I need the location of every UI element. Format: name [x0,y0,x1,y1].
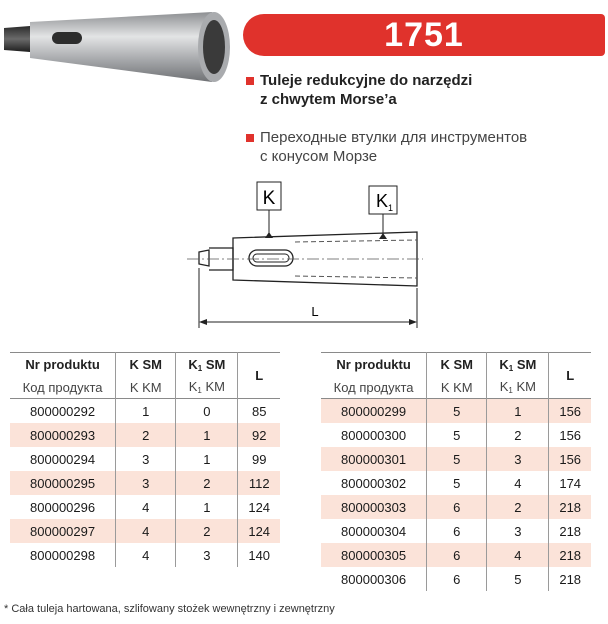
description-pl-line2: z chwytem Morse’a [260,91,397,108]
header-l: L [549,353,591,399]
cell-k: 5 [427,423,487,447]
label-l: L [311,304,319,319]
cell-k: 6 [427,543,487,567]
cell-k: 4 [116,519,176,543]
table-row [321,519,591,543]
cell-nr: 800000294 [30,451,96,467]
table-row [10,543,280,567]
cell-k1: 2 [176,471,238,495]
cell-nr: 800000300 [341,427,407,443]
header-k1: $K_1$ SM [487,353,549,377]
table-row [10,447,280,471]
cell-l: 140 [238,543,280,567]
cell-k: 6 [427,495,487,519]
header-k1: $K_1$ SM [176,353,238,377]
technical-drawing [185,176,425,332]
cell-l: 124 [238,495,280,519]
cell-k: 5 [427,471,487,495]
cell-nr: 800000295 [10,471,116,495]
cell-k1: 0 [176,399,238,424]
cell-l: 124 [238,519,280,543]
table-row [321,399,591,424]
cell-l: 218 [549,543,591,567]
cell-nr: 800000292 [30,403,96,419]
table-row [10,495,280,519]
label-k1: $K_1$ [376,191,394,213]
header-nr: Nr produktu [25,357,100,372]
cell-l: 218 [549,519,591,543]
cell-nr: 800000305 [321,543,427,567]
cell-nr: 800000293 [10,423,116,447]
cell-nr: 800000302 [341,475,407,491]
cell-k1: 1 [176,423,238,447]
cell-k: 2 [116,423,176,447]
cell-k1: 3 [487,519,549,543]
cell-k1: 2 [487,423,549,447]
cell-k1: 4 [487,543,549,567]
table-row [321,471,591,495]
table-row [321,567,591,591]
cell-l: 218 [549,567,591,591]
cell-nr: 800000299 [321,399,427,424]
cell-l: 99 [238,447,280,471]
header-k-ru: K KM [427,376,487,399]
cell-l: 156 [549,447,591,471]
header-nr: Nr produktu [336,357,411,372]
table-row [321,447,591,471]
cell-k1: 2 [487,495,549,519]
cell-l: 156 [549,399,591,424]
cell-k: 6 [427,567,487,591]
cell-k1: 2 [176,519,238,543]
header-k1-ru: $K_1$ KM [487,376,549,399]
red-square-bullet-icon [246,77,254,85]
header-nr-ru: Код продукта [22,379,103,395]
table-row [321,495,591,519]
cell-k: 4 [116,495,176,519]
cell-nr: 800000298 [30,547,96,563]
cell-nr: 800000297 [10,519,116,543]
cell-nr: 800000304 [341,523,407,539]
cell-nr: 800000306 [341,571,407,587]
label-k: K [262,188,276,209]
cell-nr: 800000301 [321,447,427,471]
cell-l: 174 [549,471,591,495]
cell-l: 85 [238,399,280,424]
header-nr-ru: Код продукта [333,379,414,395]
cell-k1: 5 [487,567,549,591]
header-k: K SM [427,353,487,377]
cell-k1: 1 [176,447,238,471]
table-row [10,471,280,495]
table-row [10,399,280,424]
cell-k1: 3 [176,543,238,567]
footnote: * Cała tuleja hartowana, szlifowany stożek wewnętrzny i zewnętrzny [4,603,335,615]
product-code-banner: 1751 [243,14,605,56]
description-polish [246,71,472,109]
header-k: K SM [116,353,176,377]
product-photo [0,8,236,88]
description-ru-line1: Переходные втулки для инструментов [260,129,528,146]
red-square-bullet-icon [246,134,254,142]
cell-k: 1 [116,399,176,424]
cell-nr: 800000303 [321,495,427,519]
cell-l: 156 [549,423,591,447]
cell-nr: 800000296 [30,499,96,515]
cell-k: 5 [427,399,487,424]
header-l: L [238,353,280,399]
spec-table-right [321,352,591,591]
header-k-ru: K KM [116,376,176,399]
cell-k: 5 [427,447,487,471]
cell-k1: 3 [487,447,549,471]
table-row [321,543,591,567]
table-row [10,423,280,447]
table-row [321,423,591,447]
cell-k1: 1 [487,399,549,424]
description-ru-line2: с конусом Морзе [260,148,378,165]
cell-k: 3 [116,471,176,495]
header-k1-ru: $K_1$ KM [176,376,238,399]
cell-l: 92 [238,423,280,447]
cell-k: 3 [116,447,176,471]
cell-k: 4 [116,543,176,567]
cell-l: 218 [549,495,591,519]
cell-k: 6 [427,519,487,543]
description-russian [246,128,527,166]
cell-k1: 1 [176,495,238,519]
spec-table-left [10,352,280,567]
description-pl-line1: Tuleje redukcyjne do narzędzi [260,72,473,89]
cell-l: 112 [238,471,280,495]
cell-k1: 4 [487,471,549,495]
table-row [10,519,280,543]
